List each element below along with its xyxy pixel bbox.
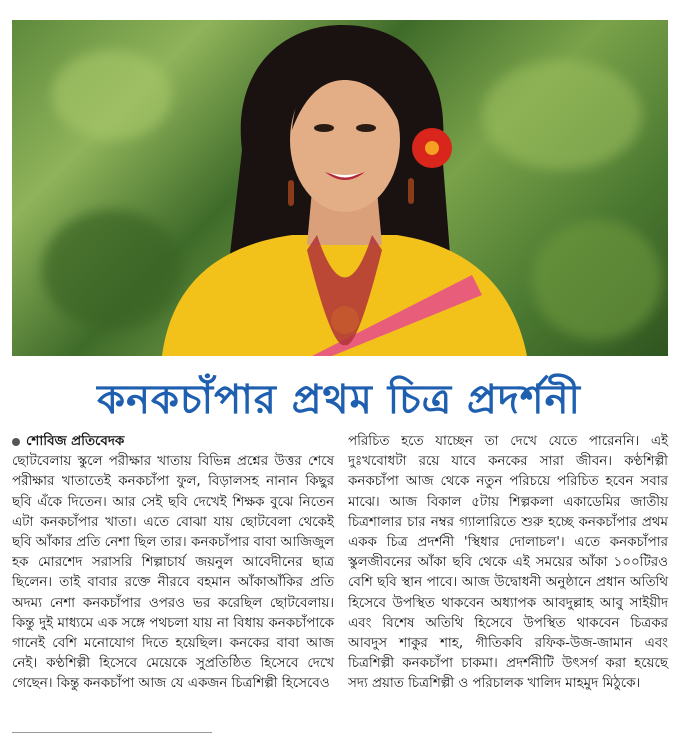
article-photo bbox=[12, 20, 668, 356]
article-column-right bbox=[348, 432, 668, 695]
headline: কনকচাঁপার প্রথম চিত্র প্রদর্শনী bbox=[97, 377, 581, 423]
right-eye bbox=[356, 124, 376, 132]
earring-right bbox=[408, 178, 414, 204]
woman-portrait bbox=[12, 20, 668, 356]
byline bbox=[12, 432, 334, 452]
earring-left bbox=[288, 180, 294, 206]
bullet-icon bbox=[12, 438, 20, 446]
divider bbox=[12, 732, 212, 733]
body-text-right: পরিচিত হতে যাচ্ছেন তা দেখে যেতে পারেননি। এই দুঃখবোধটা রয়ে যাবে কনকের সারা জীবন। কণ্ঠশিল্পী কনকচাঁপা আজ থেকে নতুন পরিচয়ে পরিচিত হবেন সবার মাঝে। আজ বিকাল ৫টায় শিল্পকলা একাডেমির জাতীয় চিত্রশালার চার নম্বর গ্যালারিতে শুরু হচ্ছে কনকচাঁপার প্রথম একক চিত্র প্রদর্শনী 'স্থিধার দোলাচল'। এতে কনকচাঁপার স্কুলজীবনের আঁকা ছবি থেকে এই সময়ের আঁকা ১০০টিরও বেশি ছবি স্থান পাবে। আজ উদ্বোধনী অনুষ্ঠানে প্রধান অতিথি হিসেবে উপস্থিত থাকবেন অধ্যাপক আবদুল্লাহ আবু সাইয়ীদ এবং বিশেষ অতিথি হিসেবে উপস্থিত থাকবেন চিত্রকর আবদুস শাকুর শাহ, গীতিকবি রফিক-উজ-জামান এবং চিত্রশিল্পী কনকচাঁপা চাকমা। প্রদর্শনীটি উৎসর্গ করা হয়েছে সদ্য প্রয়াত চিত্রশিল্পী ও পরিচালক খালিদ মাহমুদ মিঠুকে। bbox=[348, 434, 668, 692]
byline-text: শোবিজ প্রতিবেদক bbox=[26, 434, 125, 449]
left-eye bbox=[314, 124, 334, 132]
article-column-left bbox=[12, 432, 334, 695]
body-text-left: ছোটবেলায় স্কুলে পরীক্ষার খাতায় বিভিন্ন প্রশ্নের উত্তর শেষে পরীক্ষার খাতাতেই কনকচাঁপা ফুল, বিড়ালসহ নানান কিছুর ছবি এঁকে দিতেন। আর সেই ছবি দেখেই শিক্ষক বুঝে নিতেন এটা কনকচাঁপার খাতা। এতে বোঝা যায় ছোটবেলা থেকেই ছবি আঁকার প্রতি নেশা ছিল তার। কনকচাঁপার বাবা আজিজুল হক মোরশেদ সরাসরি শিল্পাচার্য জয়নুল আবেদীনের ছাত্র ছিলেন। তাই বাবার রক্তে নীরবে বহমান আঁকাআঁকির প্রতি অদম্য নেশা কনকচাঁপার ওপরও ভর করেছিল ছোটবেলায়। কিন্তু দুই মাধ্যমে এক সঙ্গে পথচলা যায় না বিধায় কনকচাঁপাকে গানেই বেশি মনোযোগ দিতে হয়েছিল। কনকের বাবা আজ নেই। কণ্ঠশিল্পী হিসেবে মেয়েকে সুপ্রতিষ্ঠিত হিসেবে দেখে গেছেন। কিন্তু কনকচাঁপা আজ যে একজন চিত্রশিল্পী হিসেবেও bbox=[12, 454, 334, 692]
